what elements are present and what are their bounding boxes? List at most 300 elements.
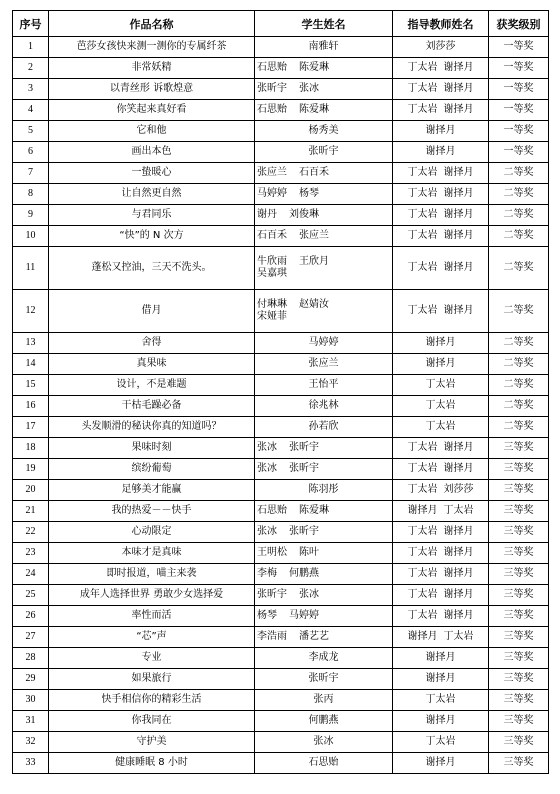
- work-title: 以青丝形 诉歌煌意: [49, 79, 255, 100]
- teacher-name: 谢择月: [443, 262, 474, 273]
- teacher-names: [393, 417, 489, 438]
- award-level: 三等奖: [489, 585, 549, 606]
- student-names: [255, 333, 393, 354]
- student-names: [255, 522, 393, 543]
- student-line: [257, 299, 390, 311]
- row-index: 19: [13, 459, 49, 480]
- student-name: 南雅轩: [308, 41, 339, 52]
- student-name: 陈爱琳: [299, 104, 329, 115]
- table-row: [13, 79, 549, 100]
- teacher-name: 丁太岩: [407, 610, 438, 621]
- row-index: 25: [13, 585, 49, 606]
- student-names: [255, 37, 393, 58]
- teacher-name: 丁太岩: [443, 631, 474, 642]
- teacher-names: [393, 205, 489, 226]
- teacher-name: 丁太岩: [425, 736, 456, 747]
- table-body: [13, 37, 549, 774]
- teacher-names: [393, 226, 489, 247]
- teacher-names: [393, 79, 489, 100]
- teacher-names: [393, 438, 489, 459]
- teacher-name: 丁太岩: [407, 568, 438, 579]
- teacher-name: 谢择月: [443, 230, 474, 241]
- teacher-names: [393, 290, 489, 333]
- teacher-names: [393, 121, 489, 142]
- teacher-name: 丁太岩: [407, 188, 438, 199]
- student-name: 石思贻: [257, 104, 287, 115]
- work-title: 干枯毛躁必备: [49, 396, 255, 417]
- teacher-names: [393, 396, 489, 417]
- header-row: [13, 11, 549, 37]
- row-index: 1: [13, 37, 49, 58]
- work-title: 头发顺滑的秘诀你真的知道吗？: [49, 417, 255, 438]
- student-name: 张昕宇: [308, 673, 339, 684]
- work-title: 你我同在: [49, 711, 255, 732]
- teacher-name: 丁太岩: [407, 167, 438, 178]
- student-names: [255, 648, 393, 669]
- table-row: [13, 501, 549, 522]
- work-title: 成年人选择世界 勇敢少女选择爱: [49, 585, 255, 606]
- table-row: [13, 333, 549, 354]
- work-title: 心动限定: [49, 522, 255, 543]
- student-line: [257, 256, 390, 268]
- student-name: 张应兰: [308, 358, 339, 369]
- student-names: [255, 711, 393, 732]
- student-name: 杨秀美: [308, 125, 339, 136]
- row-index: 9: [13, 205, 49, 226]
- teacher-names: [393, 564, 489, 585]
- student-name: 李成龙: [308, 652, 339, 663]
- row-index: 28: [13, 648, 49, 669]
- row-index: 4: [13, 100, 49, 121]
- row-index: 16: [13, 396, 49, 417]
- student-name: 王明松: [257, 547, 287, 558]
- student-name: 马婷婷: [257, 188, 287, 199]
- student-name: 张冰: [257, 463, 277, 474]
- student-names: [255, 480, 393, 501]
- teacher-name: 谢择月: [407, 505, 438, 516]
- table-row: [13, 606, 549, 627]
- teacher-name: 谢择月: [443, 547, 474, 558]
- teacher-name: 谢择月: [425, 337, 456, 348]
- work-title: 借月: [49, 290, 255, 333]
- teacher-names: [393, 333, 489, 354]
- student-name: 王欣月: [299, 256, 329, 267]
- work-title: 我的热爱－－快手: [49, 501, 255, 522]
- table-row: [13, 396, 549, 417]
- work-title: 即时报道，喵主来袭: [49, 564, 255, 585]
- table-row: [13, 226, 549, 247]
- teacher-name: 谢择月: [443, 62, 474, 73]
- teacher-names: [393, 585, 489, 606]
- work-title: “快”的 N 次方: [49, 226, 255, 247]
- student-names: [255, 501, 393, 522]
- teacher-name: 丁太岩: [407, 209, 438, 220]
- student-name: 赵婧汝: [299, 299, 329, 310]
- teacher-names: [393, 247, 489, 290]
- student-name: 付琳琳: [257, 299, 287, 310]
- table-row: [13, 564, 549, 585]
- table-row: [13, 732, 549, 753]
- award-level: 三等奖: [489, 648, 549, 669]
- student-names: [255, 354, 393, 375]
- work-title: 你笑起来真好看: [49, 100, 255, 121]
- teacher-name: 谢择月: [425, 125, 456, 136]
- student-name: 张冰: [313, 736, 334, 747]
- row-index: 22: [13, 522, 49, 543]
- table-row: [13, 184, 549, 205]
- teacher-name: 谢择月: [425, 715, 456, 726]
- teacher-names: [393, 163, 489, 184]
- row-index: 21: [13, 501, 49, 522]
- student-name: 吴嘉琪: [257, 268, 287, 279]
- teacher-name: 谢择月: [425, 673, 456, 684]
- student-name: 张冰: [257, 442, 277, 453]
- teacher-name: 丁太岩: [443, 505, 474, 516]
- work-title: 守护美: [49, 732, 255, 753]
- student-name: 石思贻: [308, 757, 339, 768]
- header-students: 学生姓名: [255, 11, 393, 37]
- teacher-names: [393, 732, 489, 753]
- student-names: [255, 606, 393, 627]
- table-row: [13, 375, 549, 396]
- table-row: [13, 290, 549, 333]
- student-names: [255, 627, 393, 648]
- table-row: [13, 543, 549, 564]
- student-line: [257, 311, 390, 323]
- award-level: 三等奖: [489, 669, 549, 690]
- work-title: 画出本色: [49, 142, 255, 163]
- award-level: 二等奖: [489, 375, 549, 396]
- work-title: 足够美才能赢: [49, 480, 255, 501]
- award-level: 三等奖: [489, 438, 549, 459]
- work-title: 缤纷葡萄: [49, 459, 255, 480]
- student-names: [255, 290, 393, 333]
- student-name: 张昕宇: [289, 526, 319, 537]
- table-row: [13, 417, 549, 438]
- table-row: [13, 690, 549, 711]
- table-row: [13, 354, 549, 375]
- row-index: 26: [13, 606, 49, 627]
- row-index: 3: [13, 79, 49, 100]
- student-names: [255, 438, 393, 459]
- table-row: [13, 585, 549, 606]
- teacher-names: [393, 690, 489, 711]
- teacher-names: [393, 480, 489, 501]
- award-level: 二等奖: [489, 226, 549, 247]
- row-index: 20: [13, 480, 49, 501]
- student-names: [255, 121, 393, 142]
- row-index: 14: [13, 354, 49, 375]
- teacher-name: 丁太岩: [407, 305, 438, 316]
- teacher-name: 谢择月: [443, 83, 474, 94]
- student-name: 潘艺艺: [299, 631, 329, 642]
- student-name: 杨琴: [257, 610, 277, 621]
- teacher-name: 丁太岩: [425, 400, 456, 411]
- table-row: [13, 480, 549, 501]
- teacher-names: [393, 669, 489, 690]
- student-names: [255, 184, 393, 205]
- row-index: 29: [13, 669, 49, 690]
- teacher-names: [393, 501, 489, 522]
- work-title: 专业: [49, 648, 255, 669]
- student-name: 石思贻: [257, 505, 287, 516]
- student-names: [255, 375, 393, 396]
- teacher-names: [393, 375, 489, 396]
- table-row: [13, 205, 549, 226]
- table-row: [13, 438, 549, 459]
- student-names: [255, 205, 393, 226]
- teacher-name: 丁太岩: [407, 463, 438, 474]
- student-names: [255, 732, 393, 753]
- teacher-name: 丁太岩: [425, 379, 456, 390]
- student-name: 马婷婷: [289, 610, 319, 621]
- student-name: 张冰: [299, 589, 319, 600]
- table-row: [13, 37, 549, 58]
- student-name: 陈爱琳: [299, 505, 329, 516]
- student-names: [255, 564, 393, 585]
- teacher-name: 丁太岩: [407, 104, 438, 115]
- award-level: 二等奖: [489, 163, 549, 184]
- teacher-name: 丁太岩: [425, 694, 456, 705]
- student-names: [255, 163, 393, 184]
- teacher-names: [393, 184, 489, 205]
- row-index: 30: [13, 690, 49, 711]
- award-level: 三等奖: [489, 690, 549, 711]
- table-row: [13, 163, 549, 184]
- teacher-name: 谢择月: [443, 167, 474, 178]
- teacher-names: [393, 753, 489, 774]
- awards-table: [12, 10, 549, 774]
- student-names: [255, 543, 393, 564]
- table-row: [13, 711, 549, 732]
- work-title: 本味才是真味: [49, 543, 255, 564]
- student-line: [257, 268, 390, 280]
- student-name: 张丙: [313, 694, 334, 705]
- student-name: 陈叶: [299, 547, 319, 558]
- student-name: 张应兰: [257, 167, 287, 178]
- student-name: 马婷婷: [308, 337, 339, 348]
- student-name: 孙若欣: [308, 421, 339, 432]
- row-index: 12: [13, 290, 49, 333]
- work-title: 非常妖精: [49, 58, 255, 79]
- teacher-names: [393, 627, 489, 648]
- row-index: 7: [13, 163, 49, 184]
- row-index: 18: [13, 438, 49, 459]
- award-level: 三等奖: [489, 732, 549, 753]
- teacher-name: 丁太岩: [407, 526, 438, 537]
- table-row: [13, 753, 549, 774]
- award-level: 二等奖: [489, 333, 549, 354]
- teacher-name: 谢择月: [407, 631, 438, 642]
- student-name: 何鹏燕: [289, 568, 319, 579]
- award-level: 三等奖: [489, 480, 549, 501]
- teacher-name: 丁太岩: [407, 262, 438, 273]
- student-name: 陈爱琳: [299, 62, 329, 73]
- student-names: [255, 58, 393, 79]
- student-name: 陈羽彤: [308, 484, 339, 495]
- work-title: 它和他: [49, 121, 255, 142]
- teacher-name: 谢择月: [425, 757, 456, 768]
- award-level: 三等奖: [489, 753, 549, 774]
- award-level: 一等奖: [489, 100, 549, 121]
- award-level: 三等奖: [489, 627, 549, 648]
- row-index: 27: [13, 627, 49, 648]
- award-level: 一等奖: [489, 37, 549, 58]
- row-index: 10: [13, 226, 49, 247]
- teacher-name: 刘莎莎: [425, 41, 456, 52]
- work-title: 舍得: [49, 333, 255, 354]
- award-level: 三等奖: [489, 543, 549, 564]
- table-row: [13, 142, 549, 163]
- table-row: [13, 627, 549, 648]
- table-row: [13, 669, 549, 690]
- teacher-name: 刘莎莎: [443, 484, 474, 495]
- header-award: 获奖级别: [489, 11, 549, 37]
- student-name: 何鹏燕: [308, 715, 339, 726]
- teacher-name: 丁太岩: [425, 421, 456, 432]
- student-names: [255, 753, 393, 774]
- row-index: 24: [13, 564, 49, 585]
- student-name: 张昕宇: [308, 146, 339, 157]
- work-title: 如果旅行: [49, 669, 255, 690]
- student-name: 谢丹: [257, 209, 277, 220]
- row-index: 5: [13, 121, 49, 142]
- row-index: 23: [13, 543, 49, 564]
- teacher-names: [393, 142, 489, 163]
- student-name: 李梅: [257, 568, 277, 579]
- row-index: 17: [13, 417, 49, 438]
- teacher-name: 谢择月: [443, 442, 474, 453]
- award-level: 三等奖: [489, 606, 549, 627]
- header-work: 作品名称: [49, 11, 255, 37]
- table-row: [13, 58, 549, 79]
- teacher-names: [393, 543, 489, 564]
- award-level: 二等奖: [489, 417, 549, 438]
- student-name: 徐兆林: [308, 400, 339, 411]
- teacher-names: [393, 37, 489, 58]
- award-level: 三等奖: [489, 501, 549, 522]
- award-level: 一等奖: [489, 121, 549, 142]
- student-names: [255, 459, 393, 480]
- teacher-name: 谢择月: [443, 526, 474, 537]
- work-title: 一蛰暖心: [49, 163, 255, 184]
- table-row: [13, 648, 549, 669]
- row-index: 31: [13, 711, 49, 732]
- award-level: 一等奖: [489, 142, 549, 163]
- student-name: 张昕宇: [257, 83, 287, 94]
- work-title: 让自然更自然: [49, 184, 255, 205]
- work-title: 果味时刻: [49, 438, 255, 459]
- student-name: 宋娅菲: [257, 311, 287, 322]
- row-index: 13: [13, 333, 49, 354]
- teacher-name: 谢择月: [443, 188, 474, 199]
- teacher-name: 谢择月: [443, 610, 474, 621]
- award-level: 一等奖: [489, 58, 549, 79]
- teacher-name: 谢择月: [425, 146, 456, 157]
- teacher-name: 丁太岩: [407, 547, 438, 558]
- student-names: [255, 226, 393, 247]
- student-name: 张冰: [299, 83, 319, 94]
- row-index: 15: [13, 375, 49, 396]
- teacher-name: 谢择月: [443, 305, 474, 316]
- student-names: [255, 669, 393, 690]
- table-row: [13, 522, 549, 543]
- student-name: 张昕宇: [289, 463, 319, 474]
- teacher-name: 谢择月: [443, 568, 474, 579]
- teacher-names: [393, 354, 489, 375]
- work-title: “芯”声: [49, 627, 255, 648]
- teacher-name: 谢择月: [425, 358, 456, 369]
- student-names: [255, 396, 393, 417]
- award-level: 三等奖: [489, 564, 549, 585]
- teacher-name: 丁太岩: [407, 589, 438, 600]
- teacher-names: [393, 606, 489, 627]
- student-name: 杨琴: [299, 188, 319, 199]
- teacher-names: [393, 58, 489, 79]
- table-row: [13, 100, 549, 121]
- student-name: 牛欣雨: [257, 256, 287, 267]
- student-name: 石百禾: [257, 230, 287, 241]
- student-names: [255, 100, 393, 121]
- award-level: 二等奖: [489, 247, 549, 290]
- teacher-name: 丁太岩: [407, 230, 438, 241]
- student-name: 张昕宇: [289, 442, 319, 453]
- teacher-names: [393, 711, 489, 732]
- teacher-names: [393, 459, 489, 480]
- student-name: 刘俊琳: [289, 209, 319, 220]
- table-row: [13, 247, 549, 290]
- header-teachers: 指导教师姓名: [393, 11, 489, 37]
- award-level: 三等奖: [489, 459, 549, 480]
- award-level: 二等奖: [489, 354, 549, 375]
- student-name: 张昕宇: [257, 589, 287, 600]
- row-index: 2: [13, 58, 49, 79]
- teacher-name: 丁太岩: [407, 62, 438, 73]
- student-names: [255, 79, 393, 100]
- work-title: 芭莎女孩快来测一测你的专属纤茶: [49, 37, 255, 58]
- teacher-name: 谢择月: [443, 209, 474, 220]
- student-name: 王怡平: [308, 379, 339, 390]
- student-name: 张应兰: [299, 230, 329, 241]
- work-title: 真果味: [49, 354, 255, 375]
- award-level: 一等奖: [489, 79, 549, 100]
- work-title: 与君同乐: [49, 205, 255, 226]
- work-title: 蓬松又控油，三天不洗头。: [49, 247, 255, 290]
- work-title: 率性而活: [49, 606, 255, 627]
- row-index: 11: [13, 247, 49, 290]
- teacher-names: [393, 522, 489, 543]
- award-level: 二等奖: [489, 290, 549, 333]
- student-names: [255, 247, 393, 290]
- teacher-name: 谢择月: [443, 463, 474, 474]
- award-level: 二等奖: [489, 205, 549, 226]
- teacher-name: 丁太岩: [407, 484, 438, 495]
- teacher-names: [393, 100, 489, 121]
- student-names: [255, 417, 393, 438]
- teacher-name: 丁太岩: [407, 442, 438, 453]
- student-name: 石思贻: [257, 62, 287, 73]
- award-level: 二等奖: [489, 184, 549, 205]
- student-names: [255, 690, 393, 711]
- award-level: 二等奖: [489, 396, 549, 417]
- row-index: 32: [13, 732, 49, 753]
- award-level: 三等奖: [489, 711, 549, 732]
- row-index: 8: [13, 184, 49, 205]
- student-name: 石百禾: [299, 167, 329, 178]
- student-name: 李浩雨: [257, 631, 287, 642]
- student-names: [255, 142, 393, 163]
- work-title: 设计，不是难题: [49, 375, 255, 396]
